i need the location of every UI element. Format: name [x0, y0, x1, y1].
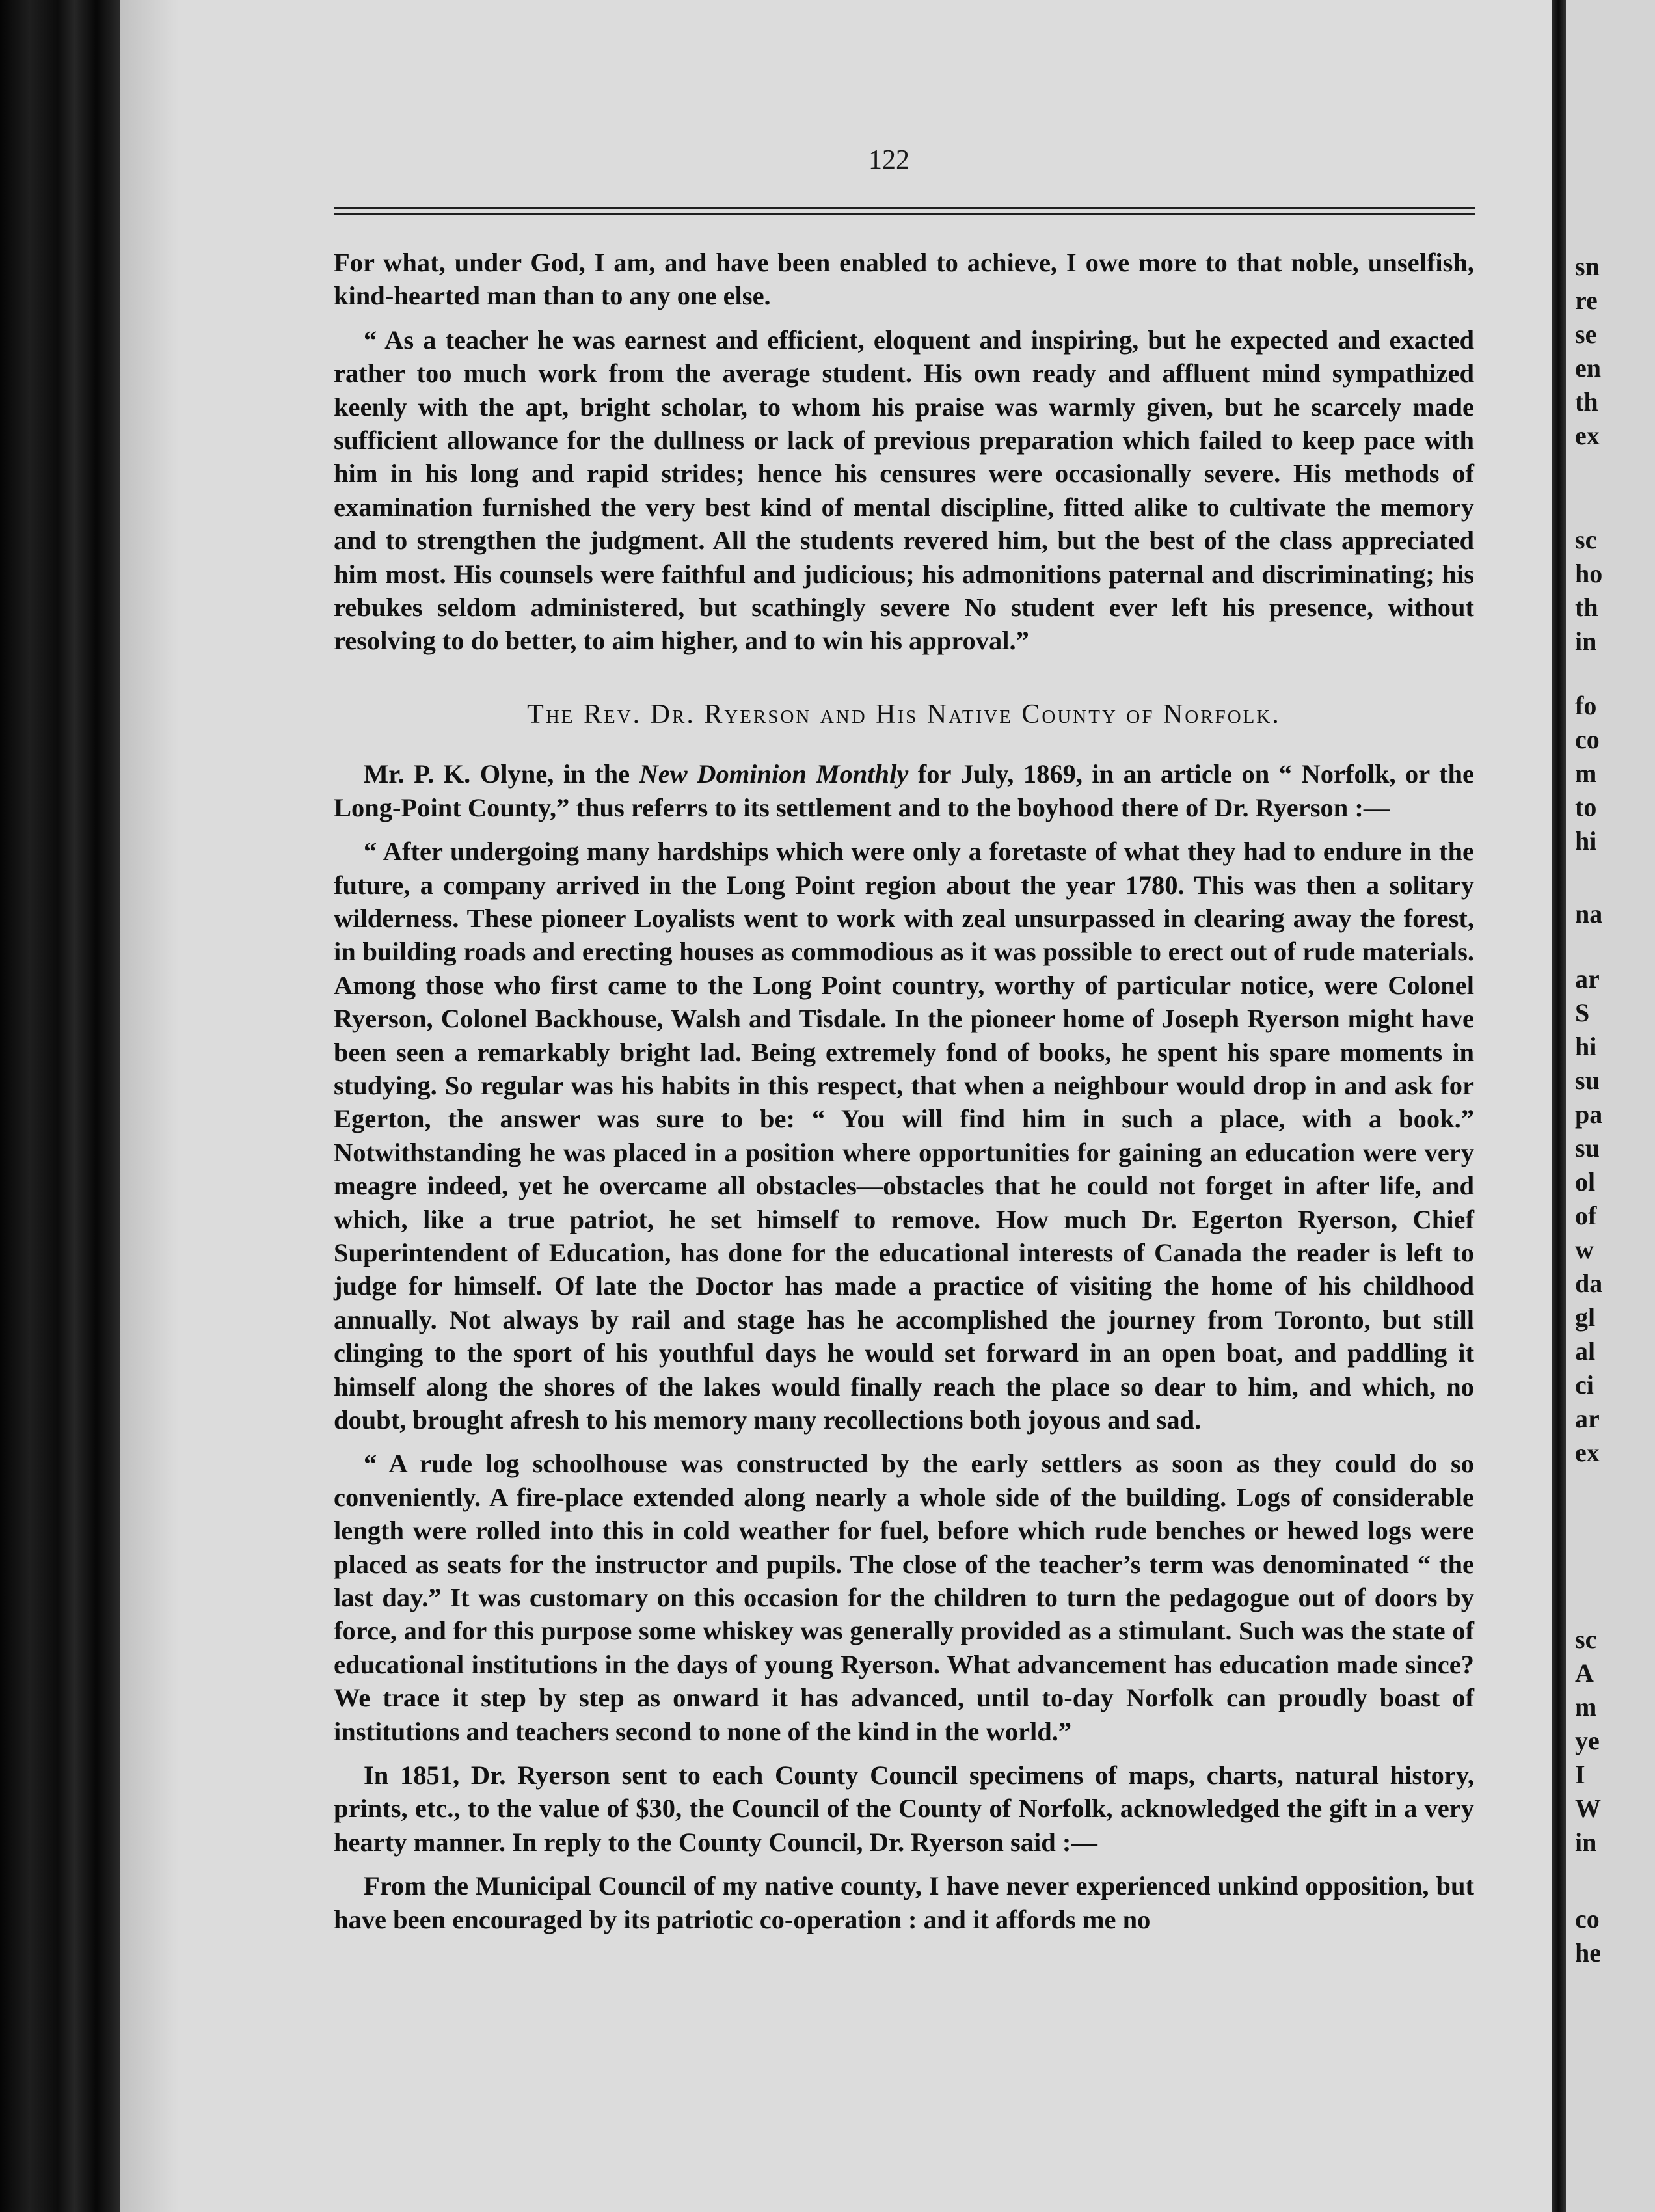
magazine-title: New Dominion Monthly: [639, 759, 909, 789]
header-rule: [334, 207, 1475, 209]
fragment: in: [1575, 1828, 1597, 1857]
fragment: sc: [1575, 525, 1597, 554]
quote-log-schoolhouse: “ A rude log schoolhouse was constructed by the early settlers as soon as they could do so conveniently. A fire-place extended along nearly a whole side of the building. Logs of considerable length were rolled into this in cold weather for fuel, before which rude benches or hewed logs were placed as seats for the instructor and pupils. The close of the teacher’s term was denominated “ the last day.” It was customary on this occasion for the children to turn the pedagogue out of doors by force, and for this purpose some whiskey was generally provided as a stimulant. Such was the state of educational institutions in the days of young Ryerson. What advancement has education made since? We trace it step by step as onward it has advanced, until to-day Norfolk can proudly boast of institutions and teachers second to none of the kind in the world.”: [334, 1449, 1474, 1746]
fragment: sn: [1575, 252, 1600, 281]
fragment: gl: [1575, 1302, 1596, 1332]
fragment: ol: [1575, 1167, 1596, 1196]
fragment: ar: [1575, 964, 1600, 993]
fragment: su: [1575, 1066, 1600, 1095]
fragment: ye: [1575, 1726, 1600, 1755]
fragment: al: [1575, 1336, 1596, 1366]
fragment: w: [1575, 1235, 1594, 1264]
page-text: [334, 246, 1474, 1936]
fragment: fo: [1575, 691, 1597, 720]
fragment: th: [1575, 387, 1598, 416]
fragment: sc: [1575, 1625, 1597, 1654]
fragment: da: [1575, 1269, 1603, 1298]
fragment: ar: [1575, 1404, 1600, 1433]
page-gutter: [1552, 0, 1566, 2212]
fragment: A: [1575, 1658, 1594, 1688]
paragraph-ryerson-reply: From the Municipal Council of my native county, I have never experienced unkind opposition, but have been encouraged by its patriotic co-operation : and it affords me no: [334, 1871, 1474, 1934]
fragment: th: [1575, 593, 1598, 622]
fragment: m: [1575, 759, 1597, 788]
fragment: to: [1575, 792, 1597, 822]
fragment: S: [1575, 998, 1590, 1027]
fragment: re: [1575, 286, 1598, 315]
quote-teacher-description: “ As a teacher he was earnest and efficient, eloquent and inspiring, but he expected and exacted rather too much work from the average student. His own ready and affluent mind sympathized keenly with the apt, bright scholar, to whom his praise was warmly given, but he scarcely made sufficient allowance for the dullness or lack of previous preparation which failed to keep pace with him in his long and rapid strides; hence his censures were occasionally severe. His methods of examination furnished the very best kind of mental discipline, fitted alike to cultivate the memory and to strengthen the judgment. All the students revered him, but the best of the class appreciated him most. His counsels were faithful and judicious; his admonitions paternal and discriminating; his rebukes seldom administered, but scathingly severe No student ever left his presence, without resolving to do better, to aim higher, and to win his approval.”: [334, 325, 1474, 656]
fragment: na: [1575, 899, 1603, 928]
intro-paragraph: [334, 757, 1474, 824]
fragment: W: [1575, 1794, 1601, 1823]
paragraph-county-council: In 1851, Dr. Ryerson sent to each County Council specimens of maps, charts, natural history, prints, etc., to the value of $30, the Council of the County of Norfolk, acknowledged the gift in a very hearty manner. In reply to the County Council, Dr. Ryerson said :—: [334, 1760, 1474, 1857]
quote-long-point-settlement: “ After undergoing many hardships which were only a foretaste of what they had to endure in the future, a company arrived in the Long Point region about the year 1780. This was then a solitary wilderness. These pioneer Loyalists went to work with zeal unsurpassed in clearing away the forest, in building roads and erecting houses as commodious as it was possible to erect out of rude materials. Among those who first came to the Long Point country, worthy of particular notice, were Colonel Ryerson, Colonel Backhouse, Walsh and Tisdale. In the pioneer home of Joseph Ryerson might have been seen a remarkably bright lad. Being extremely fond of books, he spent his spare moments in studying. So regular was his habits in this respect, that when a neighbour would drop in and ask for Egerton, the answer was sure to be: “ You will find him in such a place, with a book.” Notwithstanding he was placed in a position where opportunities for gaining an education were very meagre indeed, yet he overcame all obstacles—obstacles that he could not forget in after life, and which, like a true patriot, he set himself to remove. How much Dr. Egerton Ryerson, Chief Superintendent of Education, has done for the educational interests of Canada the reader is left to judge for himself. Of late the Doctor has made a practice of visiting the home of his childhood annually. Not always by rail and stage has he accomplished the journey from Toronto, but still clinging to the sport of his youthful days he would set forward in an open boat, and paddling it himself along the shores of the lakes would finally reach the place so dear to him, and which, no doubt, brought afresh to his memory many recollections both joyous and sad.: [334, 837, 1474, 1435]
facing-page-edge: [1566, 0, 1655, 2212]
fragment: ci: [1575, 1370, 1594, 1399]
fragment: m: [1575, 1692, 1597, 1721]
intro-text-before: Mr. P. K. Olyne, in the: [364, 759, 639, 789]
fragment: se: [1575, 319, 1597, 349]
fragment: hi: [1575, 826, 1597, 856]
fragment: I: [1575, 1760, 1585, 1789]
fragment: pa: [1575, 1099, 1603, 1129]
fragment: ho: [1575, 559, 1603, 588]
fragment: ex: [1575, 421, 1600, 450]
fragment: he: [1575, 1938, 1601, 1967]
fragment: en: [1575, 353, 1601, 383]
fragment: ex: [1575, 1438, 1600, 1467]
fragment: co: [1575, 725, 1600, 754]
header-rule-second: [334, 213, 1475, 215]
fragment: of: [1575, 1201, 1597, 1230]
fragment: su: [1575, 1133, 1600, 1163]
section-heading: The Rev. Dr. Ryerson and His Native County of Norfolk.: [527, 699, 1281, 729]
page-number: 122: [868, 145, 909, 175]
paragraph-gratitude: For what, under God, I am, and have been enabled to achieve, I owe more to that noble, unselfish, kind-hearted man than to any one else.: [334, 248, 1474, 311]
intro-text-after: for July, 1869, in an article on “ Norfolk, or the Long-Point County,” thus referrs to its settlement and to the boyhood there of Dr. Ryerson :—: [334, 759, 1474, 822]
book-binding-edge: [0, 0, 120, 2212]
fragment: hi: [1575, 1032, 1597, 1061]
fragment: co: [1575, 1904, 1600, 1934]
fragment: in: [1575, 627, 1597, 656]
